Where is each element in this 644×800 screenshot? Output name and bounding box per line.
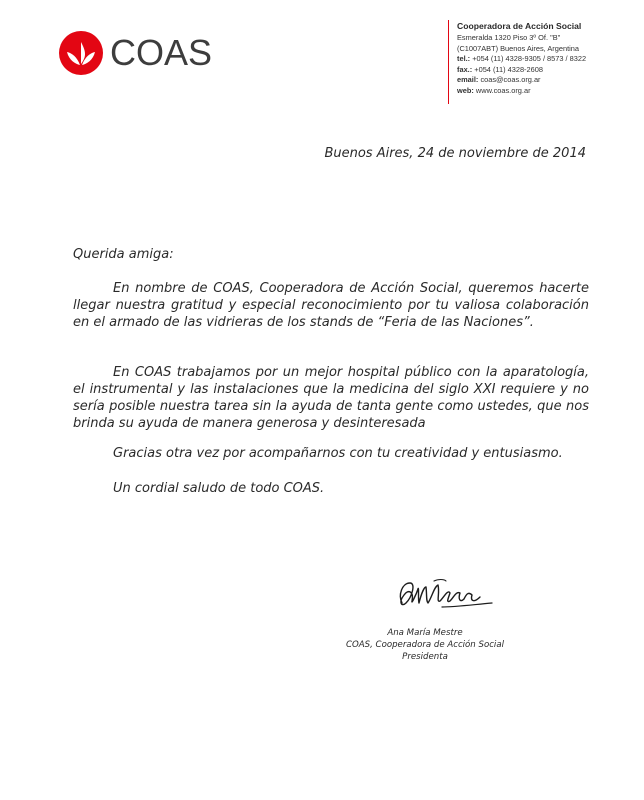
coas-logo [58, 28, 212, 78]
email-row [457, 75, 644, 86]
handwritten-signature [388, 573, 498, 621]
web-row [457, 86, 644, 97]
paragraph-thanks: Gracias otra vez por acompañarnos con tu creatividad y entusiasmo. [113, 446, 563, 461]
signatory-title: Presidenta [402, 652, 448, 662]
email-value: coas@coas.org.ar [480, 75, 541, 85]
web-value: www.coas.org.ar [475, 85, 531, 95]
web-label: web: [457, 85, 474, 95]
letter-date: Buenos Aires, 24 de noviembre de 2014 [324, 146, 586, 161]
address-line-1: Esmeralda 1320 Piso 3º Of. "B" [457, 33, 561, 42]
fax-value: +054 (11) 4328-2608 [474, 64, 543, 74]
coas-flower-icon [58, 30, 104, 76]
signatory-organization: COAS, Cooperadora de Acción Social [346, 640, 504, 650]
fax-row [457, 65, 644, 76]
paragraph-mission: En COAS trabajamos por un mejor hospital público con la aparatología, el instrumental y las instalaciones que la medicina del siglo XXI requiere y no sería posible nuestra tarea sin la ayuda de tanta gente como ustedes, que nos brinda su ayuda de manera generosa y desinteresada [73, 365, 589, 431]
paragraph-gratitude: En nombre de COAS, Cooperadora de Acción Social, queremos hacerte llegar nuestra gratitud y especial reconocimiento por tu valiosa colaboración en el armado de las vidrieras de los stands de “Feria de las Naciones”. [73, 281, 589, 330]
address-line-2: (C1007ABT) Buenos Aires, Argentina [457, 43, 580, 53]
signatory-block [300, 627, 550, 663]
salutation: Querida amiga: [73, 247, 174, 262]
tel-row [457, 54, 644, 65]
contact-block [448, 20, 644, 104]
tel-value: +054 (11) 4328-9305 / 8573 / 8322 [472, 54, 587, 64]
email-label: email: [457, 75, 479, 85]
paragraph-closing: Un cordial saludo de todo COAS. [113, 481, 325, 496]
tel-label: tel.: [457, 54, 471, 64]
fax-label: fax.: [457, 64, 473, 74]
signatory-name: Ana María Mestre [387, 628, 463, 638]
logo-wordmark: COAS [110, 32, 213, 73]
org-name: Cooperadora de Acción Social [457, 21, 582, 31]
